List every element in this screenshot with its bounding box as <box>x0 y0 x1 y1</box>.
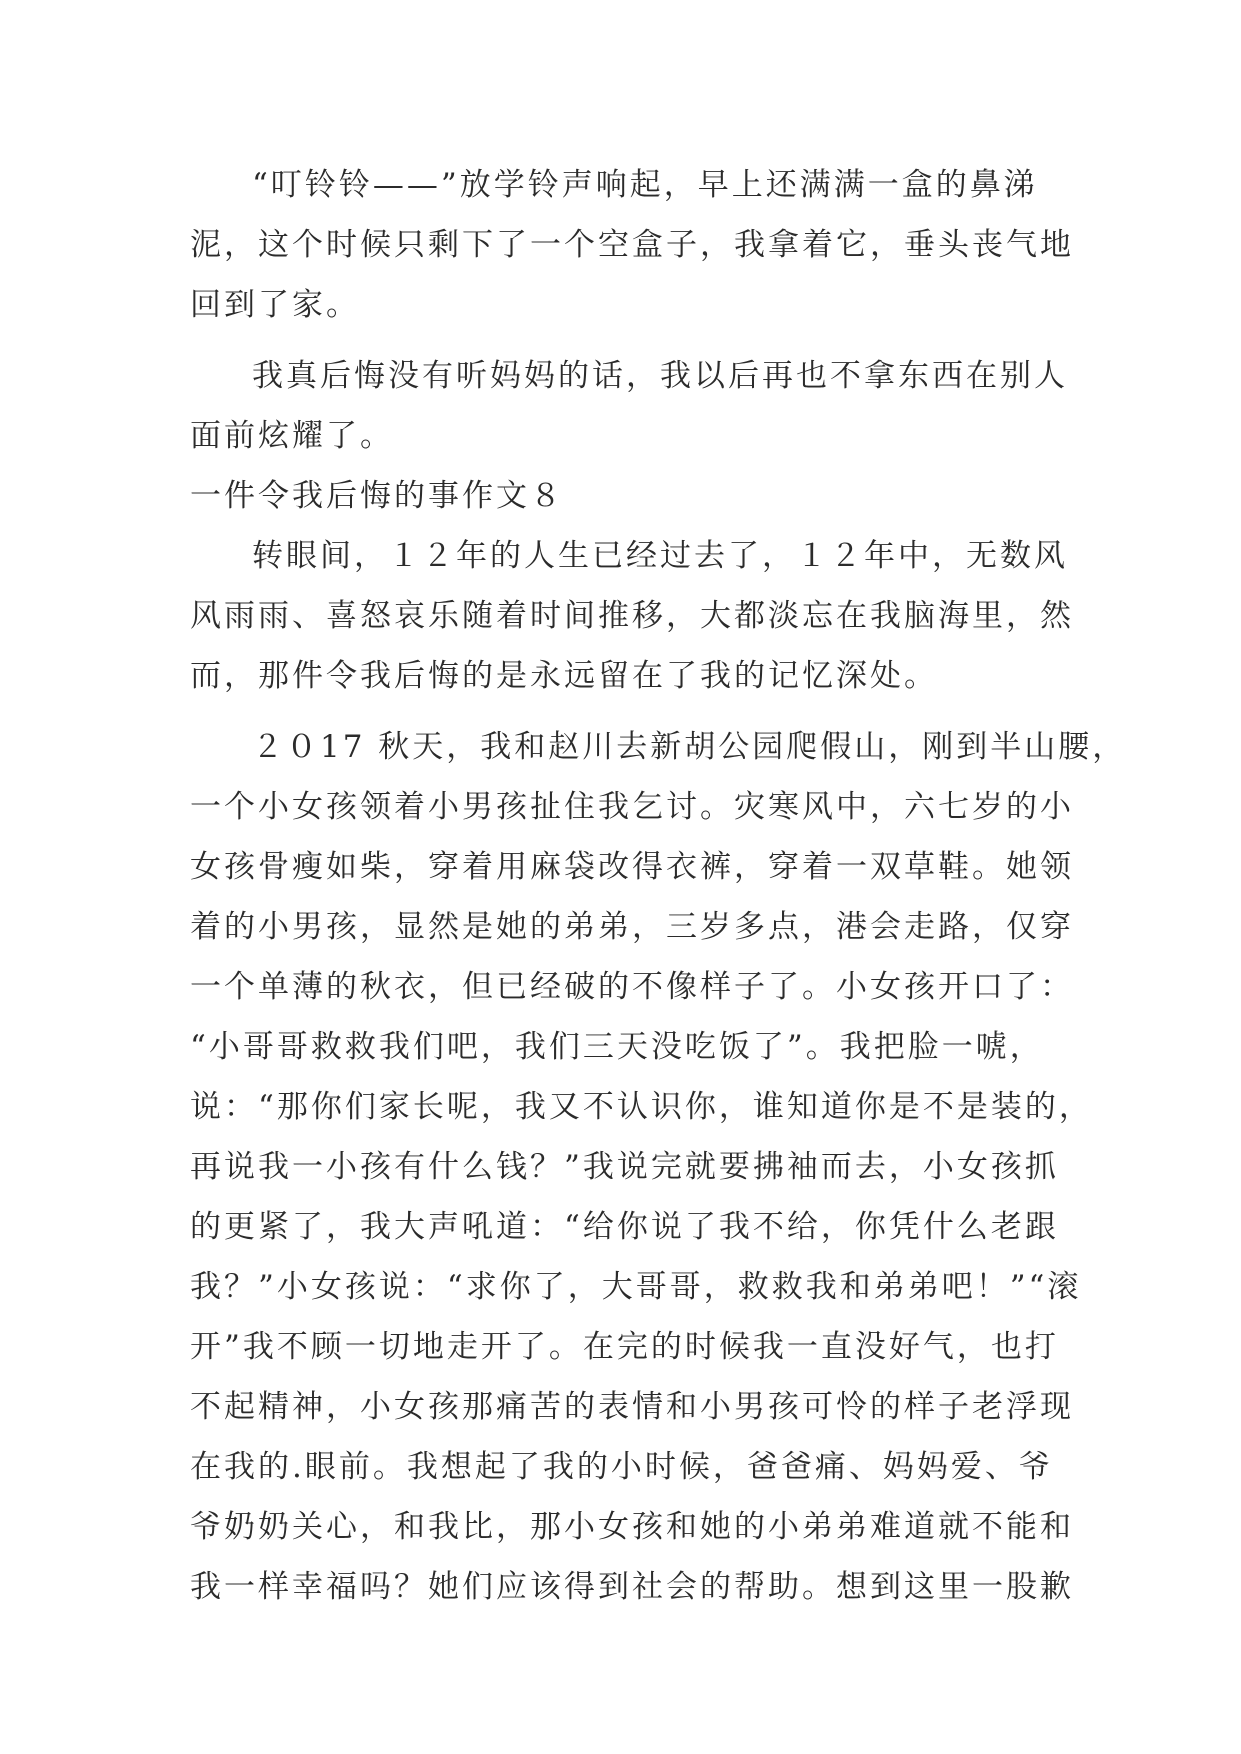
paragraph-line: 我一样幸福吗？她们应该得到社会的帮助。想到这里一股歉 <box>190 1569 1074 1605</box>
paragraph <box>190 717 1127 1617</box>
paragraph-line: 而，那件令我后悔的是永远留在了我的记忆深处。 <box>190 658 938 694</box>
heading-text: 一件令我后悔的事作文８ <box>190 478 564 514</box>
document-body <box>190 155 1127 1617</box>
paragraph-line: 不起精神，小女孩那痛苦的表情和小男孩可怜的样子老浮现 <box>190 1389 1074 1425</box>
paragraph-line: 回到了家。 <box>190 287 360 323</box>
paragraph-line: 说：“那你们家长呢，我又不认识你，谁知道你是不是装的， <box>190 1089 1093 1125</box>
paragraph-line: 的更紧了，我大声吼道：“给你说了我不给，你凭什么老跟 <box>190 1209 1059 1245</box>
paragraph-line: “叮铃铃——”放学铃声响起，早上还满满一盒的鼻涕 <box>252 167 1038 203</box>
paragraph <box>190 526 1074 706</box>
paragraph-line: 转眼间，１２年的人生已经过去了，１２年中，无数风 <box>252 538 1068 574</box>
section-heading <box>190 466 1060 526</box>
paragraph-line: 着的小男孩，显然是她的弟弟，三岁多点，港会走路，仅穿 <box>190 909 1074 945</box>
paragraph-line: 我真后悔没有听妈妈的话，我以后再也不拿东西在别人 <box>252 358 1068 394</box>
paragraph-line: 女孩骨瘦如柴，穿着用麻袋改得衣裤，穿着一双草鞋。她领 <box>190 849 1074 885</box>
paragraph-line: ２０17 秋天，我和赵川去新胡公园爬假山，刚到半山腰， <box>252 729 1127 765</box>
paragraph-line: 开”我不顾一切地走开了。在完的时候我一直没好气，也打 <box>190 1329 1059 1365</box>
paragraph <box>190 155 1074 335</box>
paragraph-line: 面前炫耀了。 <box>190 418 394 454</box>
paragraph-line: 我？”小女孩说：“求你了，大哥哥，救救我和弟弟吧！”“滚 <box>190 1269 1082 1305</box>
paragraph-line: 一个单薄的秋衣，但已经破的不像样子了。小女孩开口了： <box>190 969 1074 1005</box>
paragraph-line: 在我的.眼前。我想起了我的小时候，爸爸痛、妈妈爱、爷 <box>190 1449 1053 1485</box>
paragraph <box>190 346 1068 466</box>
paragraph-line: 爷奶奶关心，和我比，那小女孩和她的小弟弟难道就不能和 <box>190 1509 1074 1545</box>
paragraph-line: “小哥哥救救我们吧，我们三天没吃饭了”。我把脸一唬， <box>190 1029 1044 1065</box>
paragraph-line: 风雨雨、喜怒哀乐随着时间推移，大都淡忘在我脑海里，然 <box>190 598 1074 634</box>
paragraph-line: 泥，这个时候只剩下了一个空盒子，我拿着它，垂头丧气地 <box>190 227 1074 263</box>
paragraph-line: 一个小女孩领着小男孩扯住我乞讨。灾寒风中，六七岁的小 <box>190 789 1074 825</box>
paragraph-line: 再说我一小孩有什么钱？”我说完就要拂袖而去，小女孩抓 <box>190 1149 1059 1185</box>
